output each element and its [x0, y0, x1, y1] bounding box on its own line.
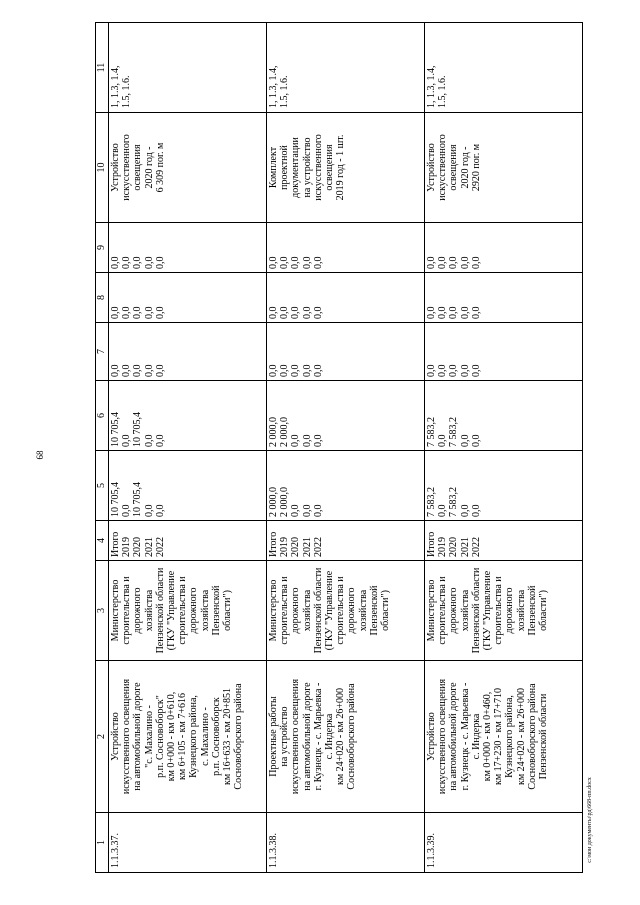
executor-line: Министерство — [426, 579, 437, 642]
amount-federal-line: 0,0 — [312, 364, 324, 377]
amount-local-cell — [425, 273, 583, 323]
executor-line: строительства и — [177, 576, 189, 645]
related-tasks-line: 1.5, 1.6. — [121, 75, 133, 108]
amount-other-line: 0,0 — [470, 256, 482, 269]
executor-line: строительства и — [437, 576, 449, 645]
amount-total-line: 10 705,4 — [110, 482, 121, 517]
executor-line: области") — [379, 590, 391, 631]
measure-name-line: Сосновоборского района — [233, 683, 245, 790]
measure-name-line: на автомобильной дороге — [448, 682, 460, 791]
footer-file-path: c:\мои документы\рд\668-пп.docx — [587, 777, 593, 863]
table-frame — [95, 23, 579, 873]
amount-regional-line: 0,0 — [290, 434, 302, 447]
col-num-5: 5 — [96, 451, 109, 521]
amount-federal-line: 0,0 — [301, 364, 313, 377]
executor-line: области") — [221, 590, 233, 631]
measure-name-line: Кузнецкого района, — [188, 695, 200, 778]
measure-name-cell — [425, 661, 583, 813]
measure-name-line: Сосновоборского района — [526, 683, 538, 790]
measure-name-line: км 0+000 - км 0+610, — [165, 691, 177, 782]
executor-line: дорожного — [290, 587, 302, 634]
amount-total-cell — [425, 451, 583, 521]
col-num-4: 4 — [96, 521, 109, 561]
table-row — [425, 23, 583, 873]
expected-result-line: 6 309 пог. м — [154, 142, 166, 193]
measure-name-line: р.п. Сосновоборск — [210, 697, 222, 776]
amount-regional-line: 0,0 — [301, 434, 313, 447]
col-num-9: 9 — [96, 223, 109, 273]
expected-result-line: проектной — [279, 145, 291, 190]
amount-local-line: 0,0 — [268, 306, 279, 319]
amount-regional-cell — [109, 381, 267, 451]
amount-other-line: 0,0 — [132, 256, 144, 269]
measure-name-line: с. Махалино - — [199, 707, 211, 766]
executor-line: хозяйства — [301, 589, 313, 632]
expected-result-line: освещения — [323, 144, 335, 191]
expected-result-line: Комплект — [268, 146, 279, 189]
amount-local-line: 0,0 — [132, 306, 144, 319]
expected-result-line: 2920 пог. м — [470, 143, 482, 192]
executor-line: дорожного — [188, 587, 200, 634]
expected-result-line: на устройство — [301, 137, 313, 198]
expected-result-line: 2020 год - — [143, 146, 155, 189]
executor-line: хозяйства — [515, 589, 527, 632]
amount-local-line: 0,0 — [426, 306, 437, 319]
measure-name-line: Проектные работы — [268, 696, 279, 777]
related-tasks-line: 1, 1.3, 1.4, — [426, 65, 437, 108]
expected-result-cell — [425, 113, 583, 223]
measure-name-line: искусственного освещения — [290, 678, 302, 795]
amount-other-line: 0,0 — [268, 256, 279, 269]
amount-regional-cell — [267, 381, 425, 451]
amount-total-line: 0,0 — [301, 504, 313, 517]
amount-regional-line: 10 705,4 — [110, 412, 121, 447]
amount-regional-line: 0,0 — [312, 434, 324, 447]
amount-other-line: 0,0 — [312, 256, 324, 269]
amount-total-line: 7 583,2 — [426, 487, 437, 517]
executor-line: дорожного — [504, 587, 516, 634]
related-tasks-cell — [267, 23, 425, 113]
amount-regional-line: 0,0 — [154, 434, 166, 447]
amount-total-line: 0,0 — [154, 504, 166, 517]
amount-federal-line: 0,0 — [470, 364, 482, 377]
amount-other-line: 0,0 — [426, 256, 437, 269]
amount-federal-line: 0,0 — [268, 364, 279, 377]
amount-regional-line: 2 000,0 — [268, 417, 279, 447]
executor-line: (ГКУ "Управление — [481, 570, 493, 651]
amount-federal-cell — [267, 323, 425, 381]
measure-name-line: на автомобильной дороге — [301, 682, 313, 791]
amount-regional-cell — [425, 381, 583, 451]
table-row — [267, 23, 425, 873]
expected-result-line: 2020 год - — [459, 146, 471, 189]
amount-other-line: 0,0 — [437, 256, 449, 269]
measure-name-line: Устройство — [110, 712, 121, 761]
amount-total-line: 2 000,0 — [268, 487, 279, 517]
amount-other-cell — [425, 223, 583, 273]
col-num-1: 1 — [96, 813, 109, 873]
col-num-3: 3 — [96, 561, 109, 661]
executor-line: Министерство — [268, 579, 279, 642]
year-list-cell — [109, 521, 267, 561]
executor-line: строительства и — [335, 576, 347, 645]
amount-total-line: 0,0 — [143, 504, 155, 517]
executor-line: Пензенской области — [312, 567, 324, 654]
col-num-7: 7 — [96, 323, 109, 381]
amount-other-line: 0,0 — [290, 256, 302, 269]
amount-local-cell — [109, 273, 267, 323]
row-id-cell: 1.1.3.39. — [425, 813, 583, 873]
executor-line: дорожного — [448, 587, 460, 634]
year-list-line: Итого — [110, 531, 121, 557]
amount-federal-line: 0,0 — [437, 364, 449, 377]
amount-other-line: 0,0 — [459, 256, 471, 269]
amount-federal-line: 0,0 — [143, 364, 155, 377]
amount-total-line: 0,0 — [459, 504, 471, 517]
measure-name-line: "с. Махалино - — [143, 705, 155, 768]
amount-other-line: 0,0 — [448, 256, 460, 269]
measure-name-line: Сосновоборского района — [346, 683, 358, 790]
amount-local-line: 0,0 — [279, 306, 291, 319]
year-list-line: 2021 — [459, 537, 471, 557]
amount-other-line: 0,0 — [143, 256, 155, 269]
amount-total-cell — [267, 451, 425, 521]
measure-name-line: Пензенской области — [537, 693, 549, 780]
year-list-line: Итого — [426, 531, 437, 557]
measure-name-line: км 24+020 - км 26+000 — [335, 688, 347, 785]
expected-result-line: документации — [290, 137, 302, 198]
amount-federal-line: 0,0 — [279, 364, 291, 377]
executor-line: Пензенской области — [470, 567, 482, 654]
amount-local-line: 0,0 — [121, 306, 133, 319]
year-list-line: 2021 — [143, 537, 155, 557]
measure-name-cell — [267, 661, 425, 813]
measure-name-line: км 24+020 - км 26+000 — [515, 688, 527, 785]
amount-federal-line: 0,0 — [132, 364, 144, 377]
year-list-line: 2022 — [312, 537, 324, 557]
measure-name-line: г. Кузнецк - с. Марьевка - — [312, 682, 324, 791]
expected-result-cell — [109, 113, 267, 223]
measure-name-line: км 6+105 - км 7+616 — [177, 693, 189, 780]
column-number-row — [96, 23, 109, 873]
amount-federal-line: 0,0 — [110, 364, 121, 377]
expected-result-line: искусственного — [437, 134, 449, 201]
related-tasks-line: 1, 1.3, 1.4, — [268, 65, 279, 108]
row-id-cell: 1.1.3.37. — [109, 813, 267, 873]
amount-regional-line: 2 000,0 — [279, 417, 291, 447]
year-list-line: 2021 — [301, 537, 313, 557]
executor-line: (ГКУ "Управление — [165, 570, 177, 651]
measures-table — [95, 22, 583, 873]
amount-total-line: 0,0 — [312, 504, 324, 517]
amount-local-line: 0,0 — [110, 306, 121, 319]
executor-line: (ГКУ "Управление — [323, 570, 335, 651]
expected-result-line: 2019 год - 1 шт. — [335, 134, 347, 201]
measure-name-line: р.п. Сосновоборск" — [154, 695, 166, 778]
amount-total-line: 7 583,2 — [448, 487, 460, 517]
table-row — [109, 23, 267, 873]
amount-other-line: 0,0 — [121, 256, 133, 269]
amount-other-line: 0,0 — [279, 256, 291, 269]
amount-federal-line: 0,0 — [154, 364, 166, 377]
expected-result-line: Устройство — [110, 143, 121, 192]
amount-regional-line: 10 705,4 — [132, 412, 144, 447]
measure-name-line: км 17+230 - км 17+710 — [493, 688, 505, 785]
year-list-line: 2020 — [448, 537, 460, 557]
amount-local-line: 0,0 — [290, 306, 302, 319]
measure-name-line: с. Индерка — [323, 713, 335, 760]
executor-line: хозяйства — [357, 589, 369, 632]
amount-other-cell — [109, 223, 267, 273]
amount-other-cell — [267, 223, 425, 273]
measure-name-line: с. Индерка — [470, 713, 482, 760]
year-list-line: 2020 — [132, 537, 144, 557]
measure-name-line: на устройство — [279, 706, 291, 767]
amount-regional-line: 7 583,2 — [448, 417, 460, 447]
amount-other-line: 0,0 — [154, 256, 166, 269]
amount-federal-cell — [109, 323, 267, 381]
measure-name-line: Устройство — [426, 712, 437, 761]
executor-line: строительства и — [279, 576, 291, 645]
table-body — [109, 23, 583, 873]
year-list-line: 2020 — [290, 537, 302, 557]
expected-result-line: искусственного — [312, 134, 324, 201]
amount-other-line: 0,0 — [110, 256, 121, 269]
row-id-cell: 1.1.3.38. — [267, 813, 425, 873]
page-number: 68 — [35, 450, 45, 460]
amount-local-line: 0,0 — [459, 306, 471, 319]
expected-result-cell — [267, 113, 425, 223]
executor-line: строительства и — [493, 576, 505, 645]
expected-result-line: освещения — [132, 144, 144, 191]
amount-regional-line: 0,0 — [470, 434, 482, 447]
amount-local-line: 0,0 — [448, 306, 460, 319]
amount-total-line: 0,0 — [121, 504, 133, 517]
executor-line: Пензенской — [210, 585, 222, 636]
amount-total-line: 0,0 — [470, 504, 482, 517]
amount-local-cell — [267, 273, 425, 323]
amount-total-line: 0,0 — [290, 504, 302, 517]
expected-result-line: освещения — [448, 144, 460, 191]
executor-line: хозяйства — [459, 589, 471, 632]
year-list-line: 2019 — [437, 537, 449, 557]
amount-total-line: 0,0 — [437, 504, 449, 517]
amount-total-line: 10 705,4 — [132, 482, 144, 517]
executor-line: дорожного — [346, 587, 358, 634]
related-tasks-cell — [425, 23, 583, 113]
measure-name-line: км 0+000 - км 0+460, — [481, 691, 493, 782]
col-num-2: 2 — [96, 661, 109, 813]
executor-cell — [425, 561, 583, 661]
expected-result-line: Устройство — [426, 143, 437, 192]
amount-regional-line: 7 583,2 — [426, 417, 437, 447]
year-list-cell — [267, 521, 425, 561]
measure-name-line: искусственного освещения — [437, 678, 449, 795]
amount-regional-line: 0,0 — [143, 434, 155, 447]
measure-name-cell — [109, 661, 267, 813]
measure-name-line: искусственного освещения — [121, 678, 133, 795]
executor-line: Пензенской области — [154, 567, 166, 654]
amount-regional-line: 0,0 — [459, 434, 471, 447]
amount-local-line: 0,0 — [154, 306, 166, 319]
executor-line: хозяйства — [143, 589, 155, 632]
related-tasks-cell — [109, 23, 267, 113]
executor-line: Пензенской — [526, 585, 538, 636]
executor-line: строительства и — [121, 576, 133, 645]
year-list-line: 2022 — [154, 537, 166, 557]
amount-federal-line: 0,0 — [121, 364, 133, 377]
col-num-10: 10 — [96, 113, 109, 223]
amount-local-line: 0,0 — [143, 306, 155, 319]
executor-cell — [109, 561, 267, 661]
measure-name-line: Кузнецкого района, — [504, 695, 516, 778]
executor-line: хозяйства — [199, 589, 211, 632]
col-num-6: 6 — [96, 381, 109, 451]
executor-line: дорожного — [132, 587, 144, 634]
executor-line: Министерство — [110, 579, 121, 642]
amount-local-line: 0,0 — [470, 306, 482, 319]
year-list-cell — [425, 521, 583, 561]
year-list-line: 2019 — [279, 537, 291, 557]
measure-name-line: на автомобильной дороге — [132, 682, 144, 791]
col-num-11: 11 — [96, 23, 109, 113]
related-tasks-line: 1, 1.3, 1.4, — [110, 65, 121, 108]
related-tasks-line: 1.5, 1.6. — [437, 75, 449, 108]
amount-total-cell — [109, 451, 267, 521]
amount-federal-cell — [425, 323, 583, 381]
amount-federal-line: 0,0 — [459, 364, 471, 377]
amount-other-line: 0,0 — [301, 256, 313, 269]
amount-regional-line: 0,0 — [437, 434, 449, 447]
amount-federal-line: 0,0 — [290, 364, 302, 377]
amount-local-line: 0,0 — [312, 306, 324, 319]
executor-cell — [267, 561, 425, 661]
executor-line: Пензенской — [368, 585, 380, 636]
amount-local-line: 0,0 — [301, 306, 313, 319]
col-num-8: 8 — [96, 273, 109, 323]
year-list-line: 2022 — [470, 537, 482, 557]
year-list-line: 2019 — [121, 537, 133, 557]
amount-federal-line: 0,0 — [448, 364, 460, 377]
amount-regional-line: 0,0 — [121, 434, 133, 447]
amount-total-line: 2 000,0 — [279, 487, 291, 517]
year-list-line: Итого — [268, 531, 279, 557]
amount-local-line: 0,0 — [437, 306, 449, 319]
measure-name-line: г. Кузнецк - с. Марьевка - — [459, 682, 471, 791]
executor-line: области") — [537, 590, 549, 631]
measure-name-line: км 16+633 - км 20+851 — [221, 688, 233, 785]
related-tasks-line: 1.5, 1.6. — [279, 75, 291, 108]
expected-result-line: искусственного — [121, 134, 133, 201]
amount-federal-line: 0,0 — [426, 364, 437, 377]
